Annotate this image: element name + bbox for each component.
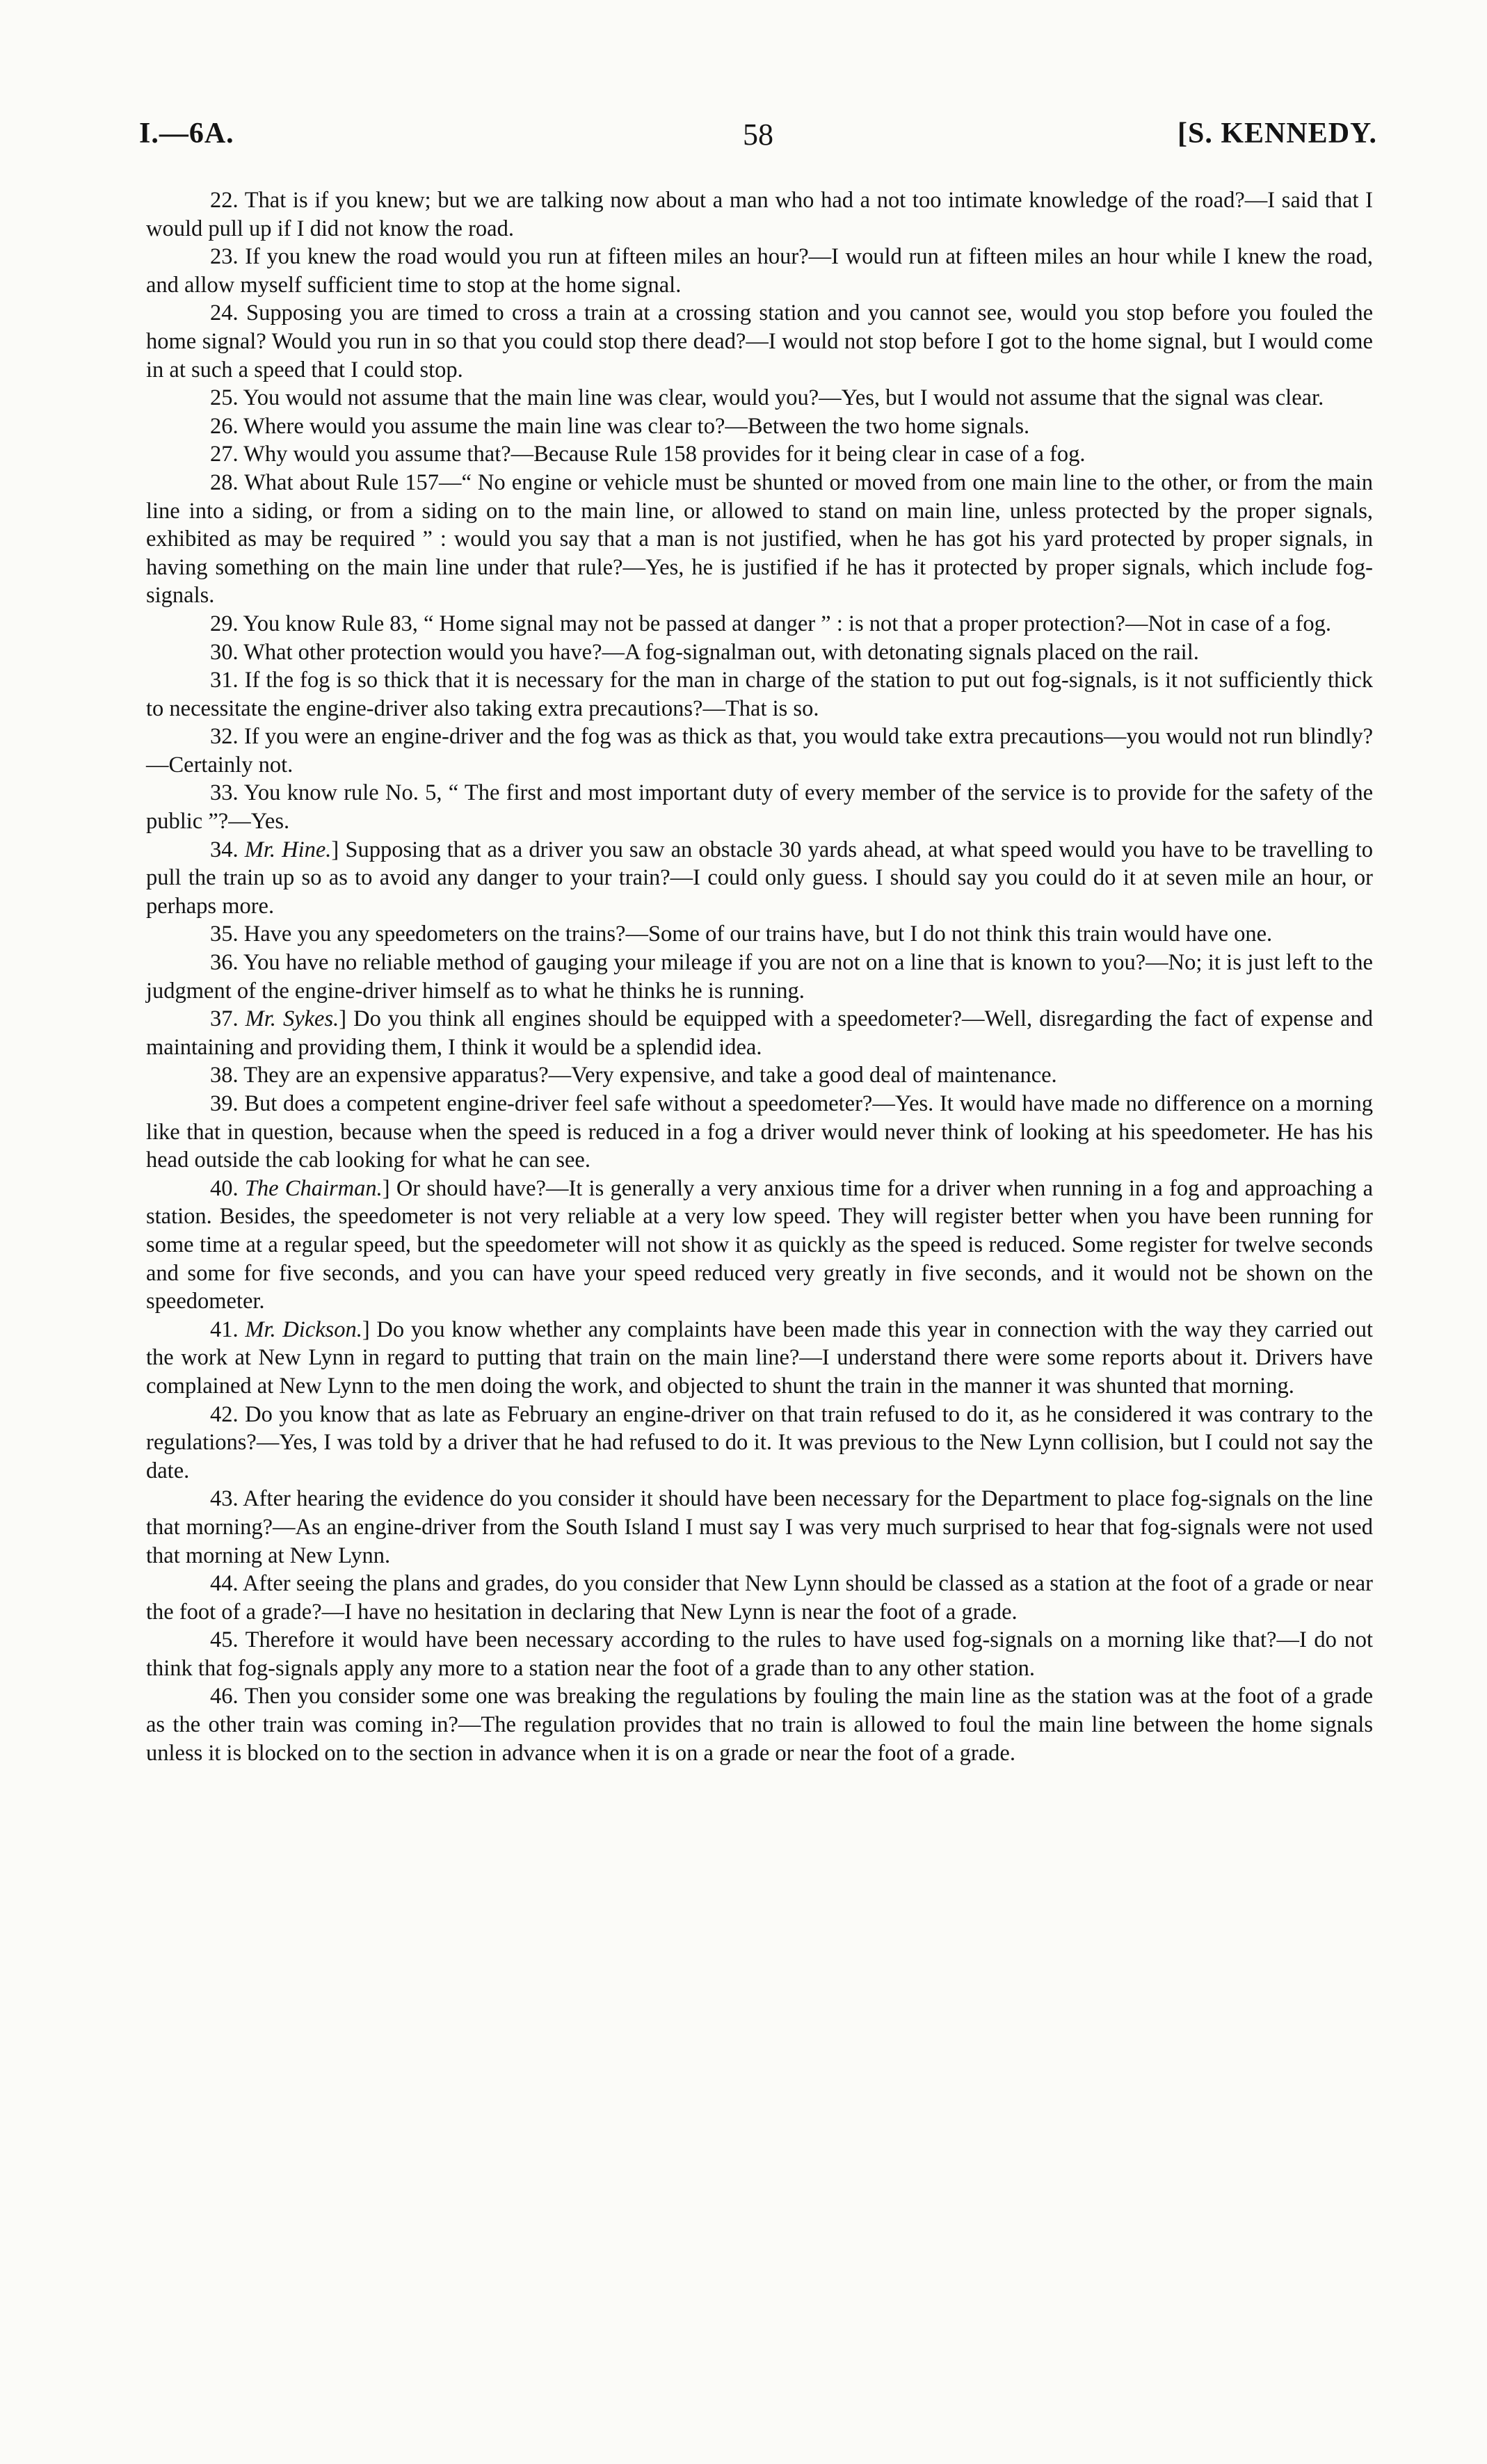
- question-text: Supposing that as a driver you saw an obstacle 30 yards ahead, at what speed would you have to be travelling to pull the train up so as to avoid any danger to your train?—I could only guess. I should say you could do it at seven mile an hour, or perhaps more.: [146, 837, 1374, 919]
- question-text: That is if you knew; but we are talking now about a man who had a not too intimate knowledge of the road?—I said that I would pull up if I did not know the road.: [146, 188, 1373, 241]
- question-number: 23.: [210, 244, 239, 270]
- question-paragraph: [146, 299, 1373, 384]
- question-paragraph: [146, 666, 1373, 723]
- question-paragraph: 41. Mr. Dickson.] Do you know whether any complaints have been made this year in connection with the way they carried out the work at New Lynn in regard to putting that train on the main line?—I understand there were some reports about it. Drivers have complained at New Lynn to the men doing the work, and objected to shunt the train in the manner it was shunted that morning.: [146, 1316, 1373, 1399]
- question-text: You know rule No. 5, “ The first and most important duty of every member of the service is to provide for the safety of the public ”?—Yes.: [146, 780, 1373, 835]
- question-text: What about Rule 157—“ No engine or vehicle must be shunted or moved from one main line to the other, or from the main line into a siding, or from a siding on to the main line, or allowed to stand on main line, unless protected by the proper signals, exhibited as may be required ” : would you say that a man is not justified, when he has got his yard protected by proper signals, in having something on the main line under that rule?—Yes, he is justified if he has it protected by proper signals, which include fog-signals.: [146, 469, 1373, 609]
- question-paragraph: [146, 384, 1373, 412]
- question-paragraph: 34. Mr. Hine.] Supposing that as a driver you saw an obstacle 30 yards ahead, at what speed would you have to be travelling to pull the train up so as to avoid any danger to your train?—I could only guess. I should say you could do it at seven mile an hour, or perhaps more.: [146, 837, 1374, 919]
- question-number: 35.: [210, 921, 239, 947]
- question-paragraph: [146, 638, 1373, 667]
- question-number: 40.: [210, 1175, 239, 1201]
- question-paragraph: [146, 1485, 1373, 1570]
- question-paragraph: [146, 920, 1373, 949]
- question-paragraph: [146, 610, 1373, 638]
- question-paragraph: [146, 1061, 1373, 1090]
- question-text: Why would you assume that?—Because Rule 158 provides for it being clear in case of a fog.: [243, 442, 1086, 467]
- testimony-body: [146, 186, 1373, 1767]
- questioner-name: Mr. Dickson.: [245, 1316, 362, 1342]
- question-number: 42.: [210, 1401, 239, 1427]
- page-number: 58: [743, 118, 773, 152]
- page-header: [139, 117, 1377, 166]
- questioner-name: Mr. Sykes.: [245, 1006, 339, 1032]
- question-paragraph: [146, 1570, 1373, 1626]
- question-text: After hearing the evidence do you consider it should have been necessary for the Department to place fog-signals on the line that morning?—As an engine-driver from the South Island I must say I was very much surprised to hear that fog-signals were not used that morning at New Lynn.: [146, 1486, 1373, 1568]
- question-paragraph: [146, 949, 1373, 1005]
- question-number: 38.: [210, 1063, 239, 1088]
- question-number: 32.: [210, 724, 239, 750]
- question-paragraph: [146, 1401, 1373, 1485]
- question-paragraph: [146, 1682, 1373, 1767]
- paper-reference: I.—6A.: [139, 118, 234, 150]
- question-number: 22.: [210, 188, 239, 213]
- question-number: 34.: [210, 837, 239, 862]
- question-text: After seeing the plans and grades, do you consider that New Lynn should be classed as a station at the foot of a grade or near the foot of a grade?—I have no hesitation in declaring that New Lynn is near the foot of a grade.: [146, 1571, 1373, 1625]
- question-text: Where would you assume the main line was clear to?—Between the two home signals.: [243, 413, 1030, 439]
- question-text: Therefore it would have been necessary according to the rules to have used fog-signals on a morning like that?—I do not think that fog-signals apply any more to a station near the foot of a grade than to any other station.: [146, 1627, 1373, 1681]
- question-text: You have no reliable method of gauging your mileage if you are not on a line that is known to you?—No; it is just left to the judgment of the engine-driver himself as to what he thinks he is running.: [146, 950, 1373, 1004]
- question-text: If you were an engine-driver and the fog was as thick as that, you would take extra precautions—you would not run blindly?—Certainly not.: [146, 724, 1373, 778]
- question-text: You would not assume that the main line was clear, would you?—Yes, but I would not assume that the signal was clear.: [243, 385, 1324, 411]
- question-text: They are an expensive apparatus?—Very expensive, and take a good deal of maintenance.: [243, 1063, 1057, 1088]
- question-number: 25.: [210, 385, 239, 411]
- question-number: 24.: [210, 300, 239, 326]
- question-paragraph: [146, 723, 1373, 779]
- witness-name: [S. KENNEDY.: [1177, 118, 1377, 150]
- questioner-name: The Chairman.: [244, 1175, 383, 1201]
- question-text: Or should have?—It is generally a very anxious time for a driver when running in a fog and approaching a station. Besides, the speedometer is not very reliable at a very low speed. They will register better when you have been running for some time at a regular speed, but the speedometer will not show it as quickly as the speed is reduced. Some register for twelve seconds and some for five seconds, and you can have your speed reduced very greatly in five seconds, and it would not be shown on the speedometer.: [146, 1175, 1374, 1314]
- question-paragraph: [146, 469, 1373, 610]
- question-paragraph: [146, 1626, 1373, 1682]
- question-number: 44.: [210, 1571, 239, 1597]
- question-text: You know Rule 83, “ Home signal may not be passed at danger ” : is not that a proper protection?—Not in case of a fog.: [243, 611, 1332, 636]
- question-text: Do you know whether any complaints have been made this year in connection with the way they carried out the work at New Lynn in regard to putting that train on the main line?—I understand there were some reports about it. Drivers have complained at New Lynn to the men doing the work, and objected to shunt the train in the manner it was shunted that morning.: [146, 1316, 1373, 1399]
- question-number: 33.: [210, 780, 239, 806]
- question-text: Supposing you are timed to cross a train at a crossing station and you cannot see, would you stop before you fouled the home signal? Would you run in so that you could stop there dead?—I would not stop before I got to the home signal, but I would come in at such a speed that I could stop.: [146, 300, 1373, 383]
- question-paragraph: 37. Mr. Sykes.] Do you think all engines should be equipped with a speedometer?—Well, disregarding the fact of expense and maintaining and providing them, I think it would be a splendid idea.: [146, 1006, 1373, 1060]
- question-number: 46.: [210, 1684, 239, 1709]
- question-number: 45.: [210, 1627, 239, 1653]
- questioner-name: Mr. Hine.: [244, 837, 332, 862]
- question-number: 31.: [210, 668, 239, 693]
- question-paragraph: [146, 186, 1373, 243]
- question-paragraph: [146, 779, 1373, 835]
- question-number: 41.: [210, 1316, 239, 1342]
- question-text: If you knew the road would you run at fifteen miles an hour?—I would run at fifteen miles an hour while I knew the road, and allow myself sufficient time to stop at the home signal.: [146, 244, 1374, 298]
- question-number: 28.: [210, 469, 239, 495]
- question-text: Do you know that as late as February an engine-driver on that train refused to do it, as he considered it was contrary to the regulations?—Yes, I was told by a driver that he had refused to do it. It was previous to the New Lynn collision, but I could not say the date.: [146, 1401, 1373, 1483]
- question-number: 43.: [210, 1486, 239, 1512]
- question-number: 37.: [210, 1006, 239, 1032]
- question-text: Do you think all engines should be equipped with a speedometer?—Well, disregarding the fact of expense and maintaining and providing them, I think it would be a splendid idea.: [146, 1006, 1373, 1060]
- question-paragraph: 40. The Chairman.] Or should have?—It is generally a very anxious time for a driver when running in a fog and approaching a station. Besides, the speedometer is not very reliable at a very low speed. They will register better when you have been running for some time at a regular speed, but the speedometer will not show it as quickly as the speed is reduced. Some register for twelve seconds and some for five seconds, and you can have your speed reduced very greatly in five seconds, and it would not be shown on the speedometer.: [146, 1175, 1374, 1314]
- question-paragraph: [146, 440, 1373, 469]
- question-paragraph: [146, 243, 1373, 299]
- question-paragraph: [146, 412, 1373, 441]
- question-number: 36.: [210, 950, 239, 976]
- question-paragraph: [146, 1090, 1373, 1175]
- question-number: 27.: [210, 442, 239, 467]
- question-text: Have you any speedometers on the trains?—Some of our trains have, but I do not think this train would have one.: [243, 921, 1273, 947]
- question-number: 29.: [210, 611, 239, 636]
- question-number: 26.: [210, 413, 239, 439]
- question-text: What other protection would you have?—A fog-signalman out, with detonating signals placed on the rail.: [243, 639, 1199, 665]
- question-number: 39.: [210, 1091, 239, 1116]
- question-number: 30.: [210, 639, 239, 665]
- question-text: If the fog is so thick that it is necessary for the man in charge of the station to put out fog-signals, is it not sufficiently thick to necessitate the engine-driver also taking extra precautions?—That is so.: [146, 668, 1374, 721]
- question-text: But does a competent engine-driver feel safe without a speedometer?—Yes. It would have made no difference on a morning like that in question, because when the speed is reduced in a fog a driver would never think of looking at his speedometer. He has his head outside the cab looking for what he can see.: [146, 1091, 1374, 1173]
- question-text: Then you consider some one was breaking the regulations by fouling the main line as the station was at the foot of a grade as the other train was coming in?—The regulation provides that no train is allowed to foul the main line between the home signals unless it is blocked on to the section in advance when it is on a grade or near the foot of a grade.: [146, 1684, 1373, 1766]
